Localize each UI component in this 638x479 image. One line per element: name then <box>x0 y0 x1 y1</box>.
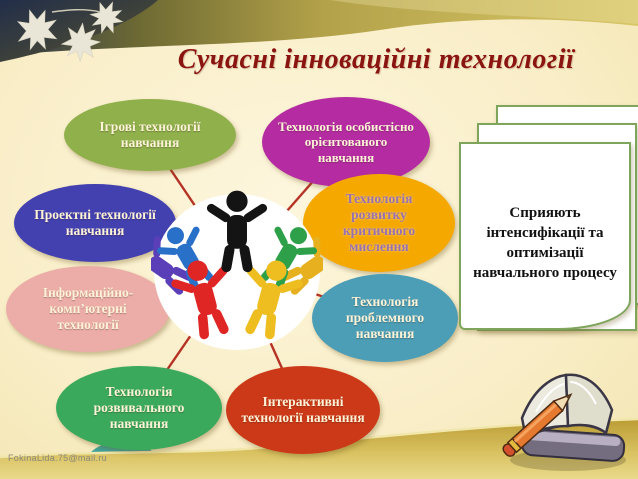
book-pencil-icon <box>492 352 634 476</box>
bubble-interactive: Інтерактивні технології навчання <box>226 366 380 454</box>
bubble-ict: Інформаційно-комп’ютерні технології <box>6 266 170 352</box>
bubble-critical-thinking: Технологія розвитку критичного мислення <box>303 174 455 272</box>
slide-title: Сучасні інноваційні технології <box>177 44 575 75</box>
bubble-project: Проектні технології навчання <box>14 184 176 262</box>
note-card <box>459 142 631 330</box>
bubble-problem-based: Технологія проблемного навчання <box>312 274 458 362</box>
bubble-developmental: Технологія розвивального навчання <box>56 366 222 450</box>
watermark: FokinaLida.75@mail.ru <box>8 453 107 463</box>
bubble-person-oriented: Технологія особистісно орієнтованого навчання <box>262 97 430 187</box>
people-circle-icon <box>151 181 323 353</box>
bubble-game-technologies: Ігрові технології навчання <box>64 99 236 171</box>
note-card-text: Сприяють інтенсифікації та оптимізації навчального процесу <box>473 204 617 282</box>
